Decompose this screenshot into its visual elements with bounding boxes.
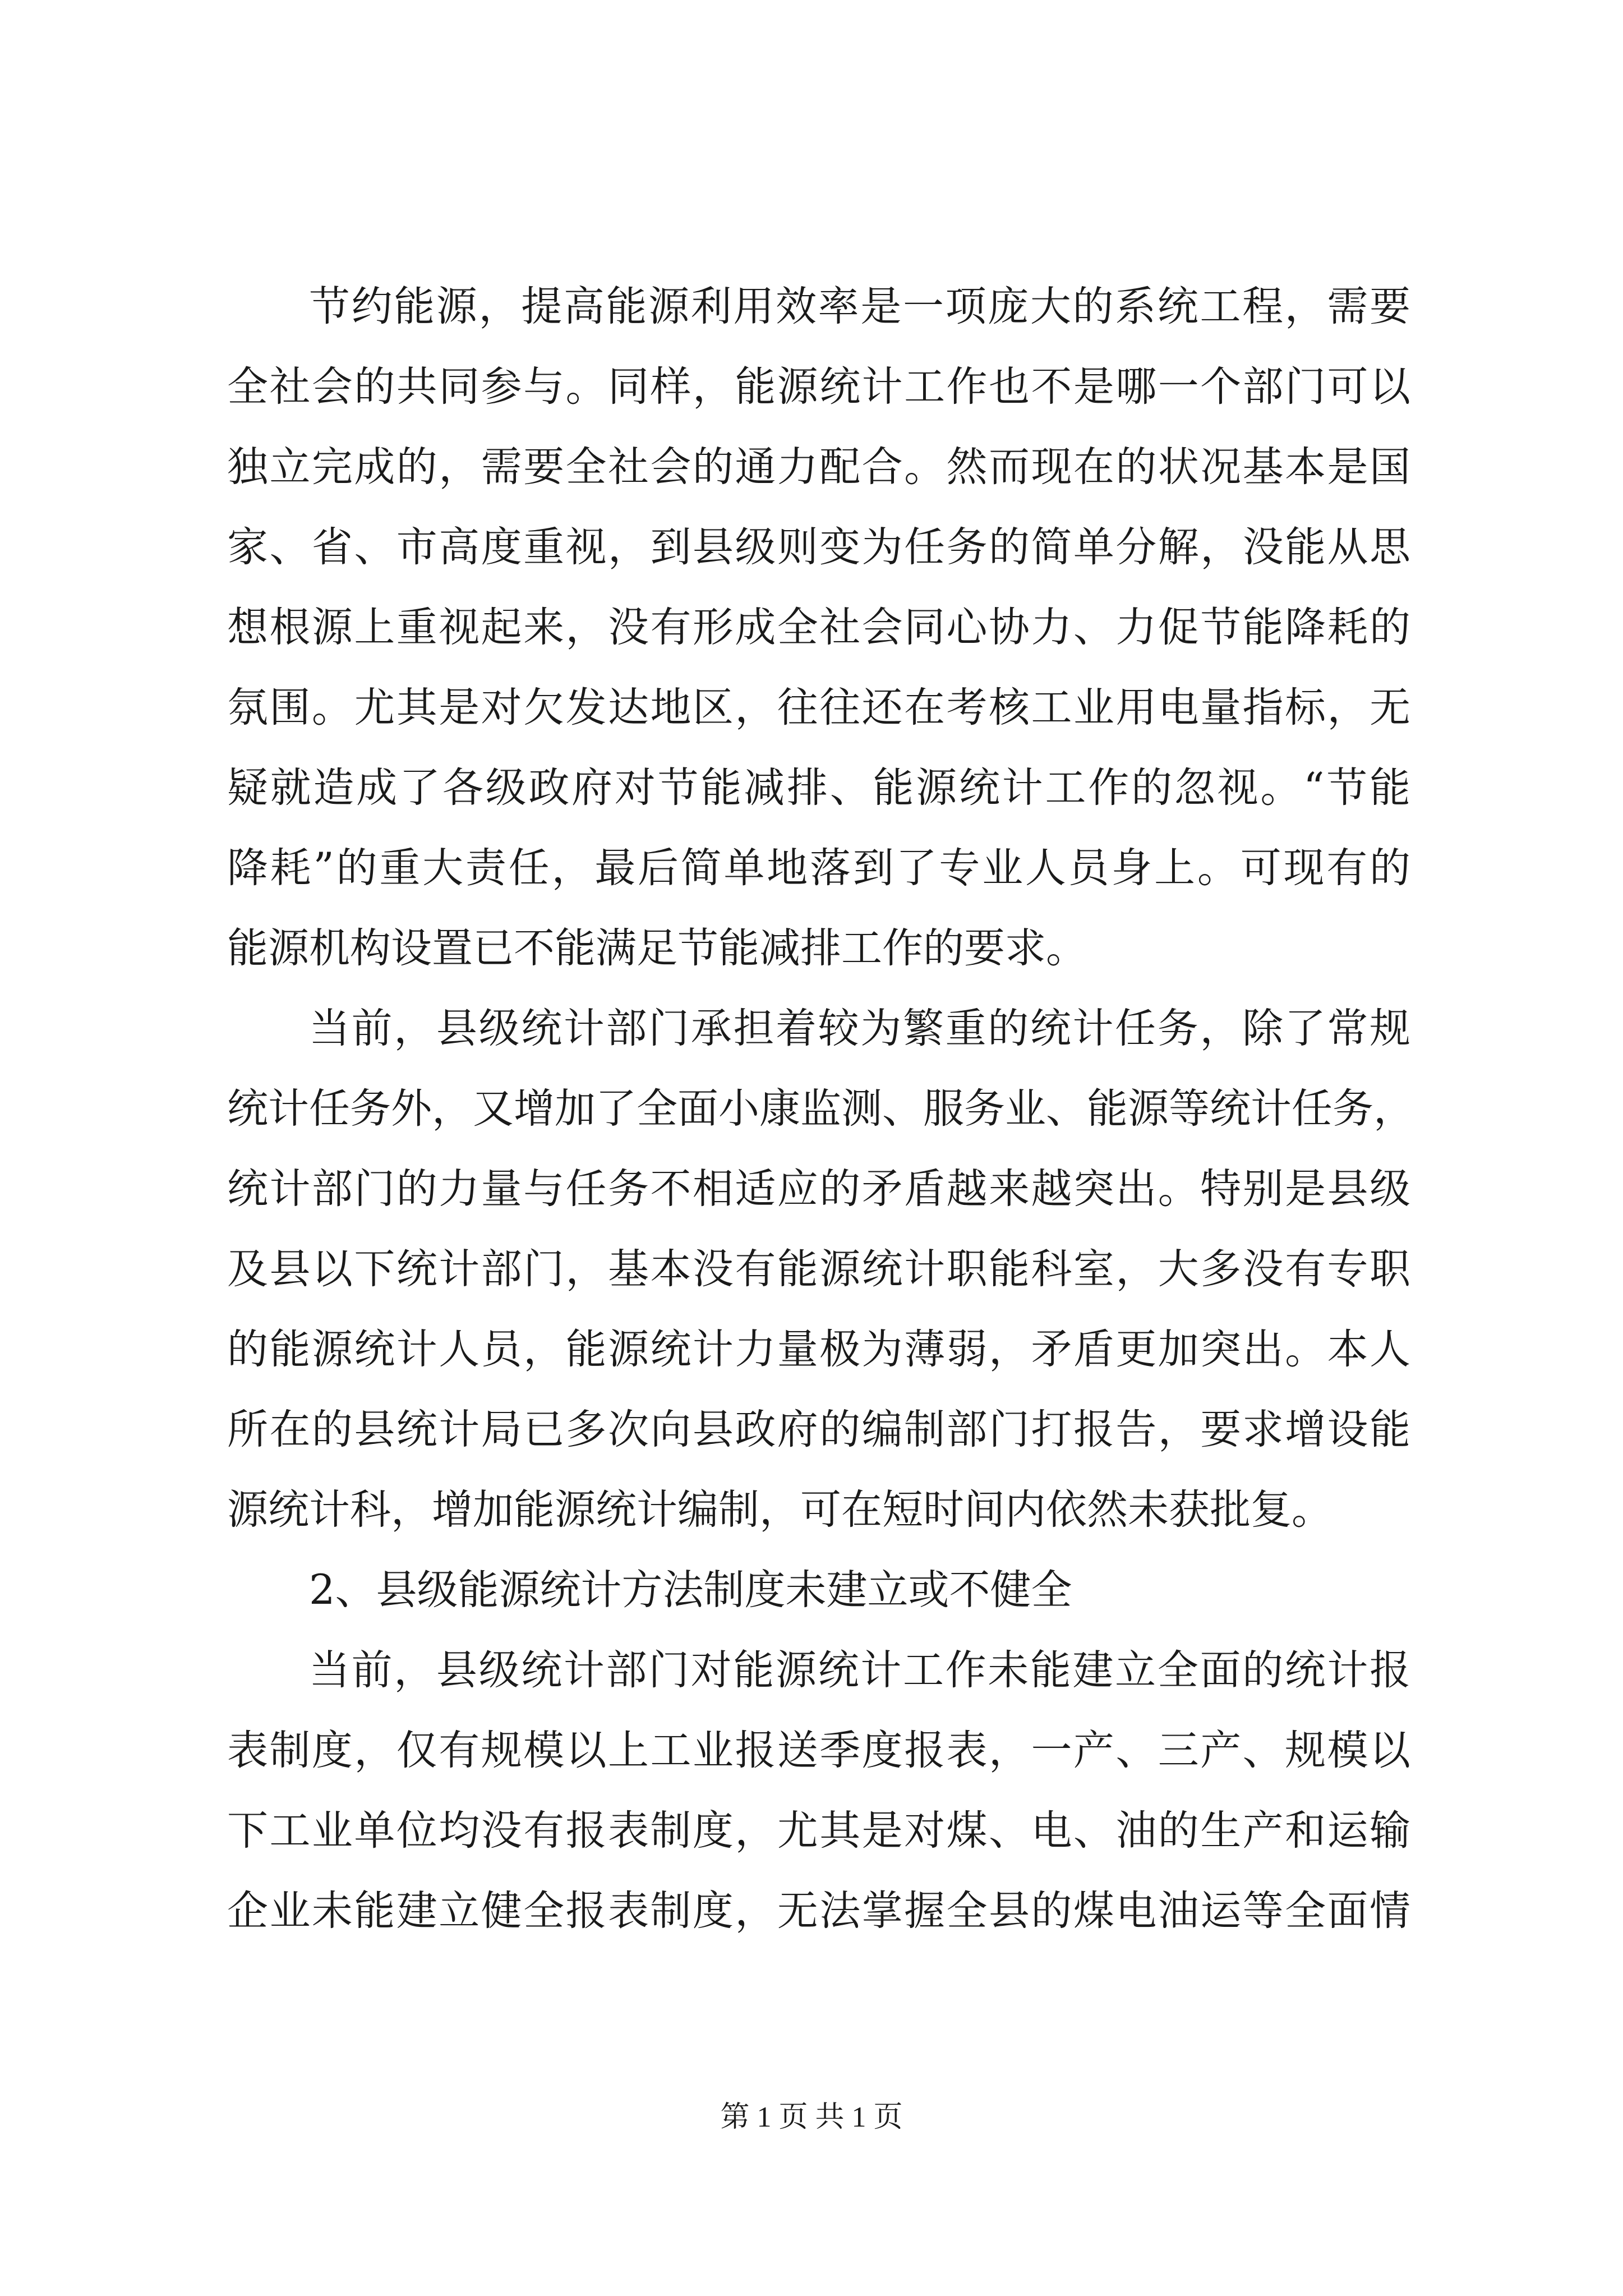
paragraph-line: 疑就造成了各级政府对节能减排、能源统计工作的忽视。“节能 bbox=[227, 764, 1410, 812]
paragraph-line: 企业未能建立健全报表制度，无法掌握全县的煤电油运等全面情 bbox=[227, 1887, 1410, 1935]
document-body bbox=[227, 280, 1414, 1965]
paragraph-line: 节约能源，提高能源利用效率是一项庞大的系统工程，需要 bbox=[309, 283, 1410, 330]
paragraph-line: 家、省、市高度重视，到县级则变为任务的简单分解，没能从思 bbox=[227, 523, 1410, 571]
paragraph-line: 及县以下统计部门，基本没有能源统计职能科室，大多没有专职 bbox=[227, 1245, 1410, 1293]
paragraph-line: 降耗”的重大责任，最后简单地落到了专业人员身上。可现有的 bbox=[227, 844, 1410, 892]
paragraph-line: 想根源上重视起来，没有形成全社会同心协力、力促节能降耗的 bbox=[227, 604, 1410, 651]
paragraph-line: 能源机构设置已不能满足节能减排工作的要求。 bbox=[227, 924, 1087, 972]
paragraph-line: 统计任务外，又增加了全面小康监测、服务业、能源等统计任务， bbox=[227, 1085, 1414, 1133]
paragraph-line: 源统计科，增加能源统计编制，可在短时间内依然未获批复。 bbox=[227, 1486, 1332, 1534]
paragraph-line: 当前，县级统计部门承担着较为繁重的统计任务，除了常规 bbox=[309, 1005, 1410, 1052]
paragraph-line: 所在的县统计局已多次向县政府的编制部门打报告，要求增设能 bbox=[227, 1406, 1410, 1453]
paragraph-line: 独立完成的，需要全社会的通力配合。然而现在的状况基本是国 bbox=[227, 443, 1410, 491]
paragraph-line: 下工业单位均没有报表制度，尤其是对煤、电、油的生产和运输 bbox=[227, 1807, 1410, 1855]
section-heading: 2、县级能源统计方法制度未建立或不健全 bbox=[309, 1566, 1072, 1614]
paragraph-line: 氛围。尤其是对欠发达地区，往往还在考核工业用电量指标，无 bbox=[227, 684, 1410, 731]
page-number-footer: 第 1 页 共 1 页 bbox=[720, 2101, 903, 2133]
paragraph-line: 当前，县级统计部门对能源统计工作未能建立全面的统计报 bbox=[309, 1646, 1410, 1694]
paragraph-line: 统计部门的力量与任务不相适应的矛盾越来越突出。特别是县级 bbox=[227, 1165, 1410, 1213]
paragraph-line: 表制度，仅有规模以上工业报送季度报表，一产、三产、规模以 bbox=[227, 1727, 1410, 1774]
paragraph-line: 的能源统计人员，能源统计力量极为薄弱，矛盾更加突出。本人 bbox=[227, 1326, 1410, 1373]
paragraph-line: 全社会的共同参与。同样，能源统计工作也不是哪一个部门可以 bbox=[227, 363, 1410, 411]
